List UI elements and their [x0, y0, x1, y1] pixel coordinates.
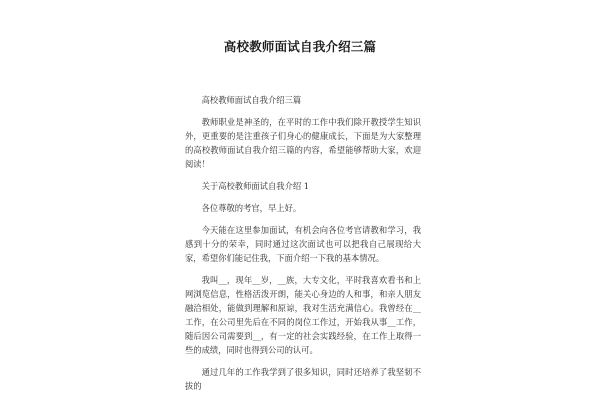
- personal-info-paragraph: 我叫__，现年__岁，__族，大专文化，平时我喜欢看书和上网浏览信息，性格活泼开朗，能关心身边的人和事，和亲人朋友融洽相处，能做到理解和原谅，我对生活充满信心。我曾经在__工作，在公司里先后在不同的岗位工作过，开始我从事__工作，随后因公司需要到__，有一定的社会实践经验，在工作上取得一些的成绩，同时也得到公司的认可。: [185, 275, 421, 355]
- opening-paragraph: 今天能在这里参加面试，有机会向各位考官请教和学习，我感到十分的荣幸，同时通过这次面试也可以把我自己展现给大家，希望你们能记住我，下面介绍一下我的基本情况。: [185, 225, 421, 263]
- document-title: 高校教师面试自我介绍三篇: [223, 39, 377, 54]
- section-heading: 关于高校教师面试自我介绍 1: [201, 181, 310, 191]
- experience-paragraph: 通过几年的工作我学到了很多知识，同时还培养了我坚韧不拔的: [185, 367, 421, 391]
- subtitle-paragraph: 高校教师面试自我介绍三篇: [201, 95, 302, 105]
- greeting-paragraph: 各位尊敬的考官，早上好。: [201, 203, 302, 213]
- intro-paragraph: 教师职业是神圣的，在平时的工作中我们除开教授学生知识外，更重要的是注重孩子们身心的健康成长，下面是为大家整理的高校教师面试自我介绍三篇的内容，希望能够帮助大家，欢迎阅读！: [185, 117, 421, 169]
- document-body: [185, 93, 421, 400]
